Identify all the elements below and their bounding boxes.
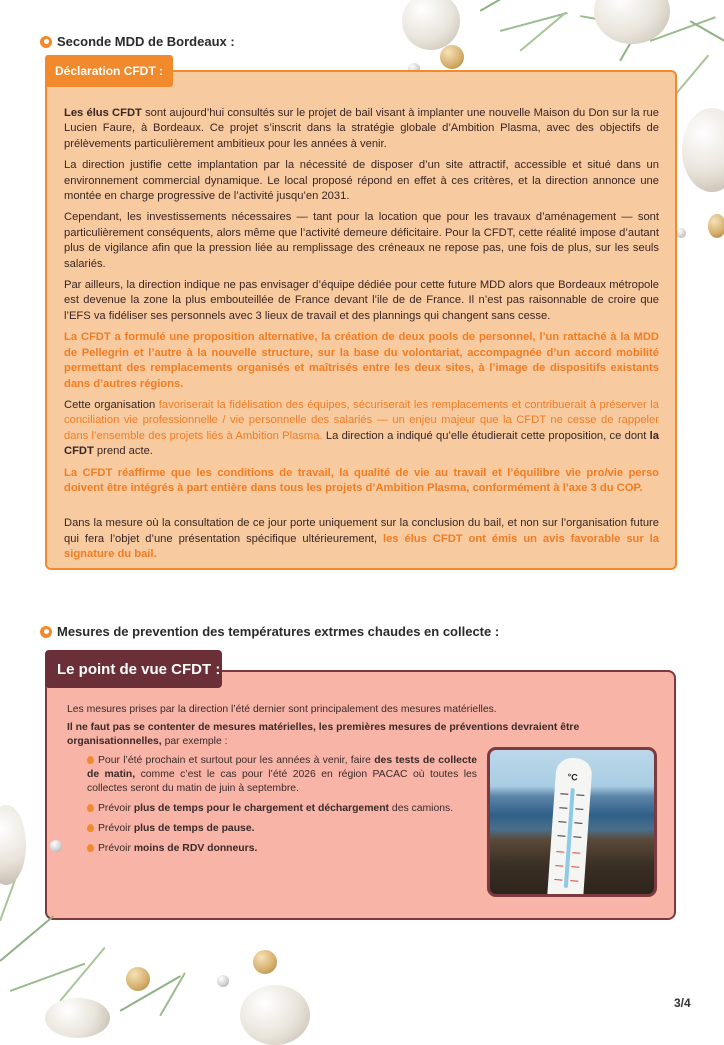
list-item: Prévoir plus de temps de pause. [87, 822, 477, 836]
paragraph: La direction justifie cette implantation par la nécessité de disposer d’un site attractif, accessible et situé dans un environnement commercial dynamique. Le local proposé répond en effet à ces critères, et la direction annonce une montée en charge progressive de l’activité jusqu’en 2031. [64, 159, 659, 203]
thermometer-beach-photo [487, 747, 657, 897]
declaration-content [64, 106, 659, 569]
paragraph-conclusion: Dans la mesure où la consultation de ce jour porte uniquement sur la conclusion du bail, et non sur l’organisation future qui fera l’objet d’une présentation spécifique ultérieurement, les élus CFDT ont émis un avis favorable sur la signature du bail. [64, 517, 660, 561]
declaration-cfdt-tab: Déclaration CFDT : [45, 55, 173, 87]
measures-list [87, 754, 477, 862]
paragraph-proposal: La CFDT a formulé une proposition alternative, la création de deux pools de personnel, l’un rattaché à la MDD de Pellegrin et l’autre à la nouvelle structure, sur la base du volontariat, accompagnée d’un accord mobilité permettant des remplacements organisés et maîtrisés entre les deux sites, à l’image de dispositifs existants dans d’autres régions. [64, 331, 659, 390]
drop-bullet-icon [87, 824, 94, 832]
list-item: Prévoir moins de RDV donneurs. [87, 842, 477, 856]
paragraph: Par ailleurs, la direction indique ne pas envisager d’équipe dédiée pour cette future MDD alors que Bordeaux métropole est devenue la zone la plus embouteillée de France devant l’ile de de France. Il n’est pas raisonnable de croire que l’EFS va fidéliser ses personnels avec 3 lieux de travail et des plannings qui changent sans cesse. [64, 279, 659, 322]
paragraph: Cette organisation favoriserait la fidélisation des équipes, sécuriserait les remplacements et contribuerait à préserver la conciliation vie professionnelle / vie personnelle des salariés — un enjeu majeur que la CFDT ne cesse de rappeler dans l’ensemble des projets liés à Ambition Plasma. La direction a indiqué qu’elle étudierait cette proposition, ce dont la CFDT prend acte. [64, 398, 659, 458]
page-number: 3/4 [674, 996, 691, 1010]
drop-bullet-icon [87, 756, 94, 764]
paragraph-reaffirm: La CFDT réaffirme que les conditions de travail, la qualité de vie au travail et l’équilibre vie pro/vie perso doivent être intégrés à part entière dans tous les projets d’Ambition Plasma, conformément à l’axe 3 du COP. [64, 466, 659, 494]
location-pin-icon [40, 36, 52, 48]
declaration-cfdt-box [45, 70, 677, 570]
list-item: Pour l’été prochain et surtout pour les années à venir, faire des tests de collecte de matin, comme c’est le cas pour l’été 2026 en région PACAC où toutes les collectes seront du matin de juin à septembre. [87, 755, 477, 794]
section-title-mdd-bordeaux: Seconde MDD de Bordeaux : [40, 34, 235, 49]
point-de-vue-cfdt-tab: Le point de vue CFDT : [45, 650, 222, 688]
paragraph: Les élus CFDT sont aujourd’hui consultés sur le projet de bail visant à implanter une nouvelle Maison du Don sur la rue Lucien Faure, à Bordeaux. Ce projet s’inscrit dans la stratégie globale d’Ambition Plasma, avec des objectifs de prélèvements particulièrement ambitieux pour les années à venir. [64, 107, 659, 150]
intro-text: Les mesures prises par la direction l’été dernier sont principalement des mesures matérielles. Il ne faut pas se contenter de mesures matérielles, les premières mesures de préventions devraient être organisationnelles, par exemple : [67, 704, 580, 747]
section-title-temperature-measures: Mesures de prevention des températures extrmes chaudes en collecte : [40, 624, 499, 639]
drop-bullet-icon [87, 844, 94, 852]
list-item: Prévoir plus de temps pour le chargement et déchargement des camions. [87, 802, 477, 816]
location-pin-icon [40, 626, 52, 638]
paragraph: Cependant, les investissements nécessaires — tant pour la location que pour les travaux d’aménagement — sont particulièrement conséquents, alors même que l’activité demeure déficitaire. Pour la CFDT, cette réalité impose d’autant plus de vigilance afin que la pression liée au remplissage des créneaux ne repose pas, une fois de plus, sur les seuls salariés. [64, 211, 659, 270]
thermometer-icon: °C [547, 757, 593, 897]
drop-bullet-icon [87, 804, 94, 812]
